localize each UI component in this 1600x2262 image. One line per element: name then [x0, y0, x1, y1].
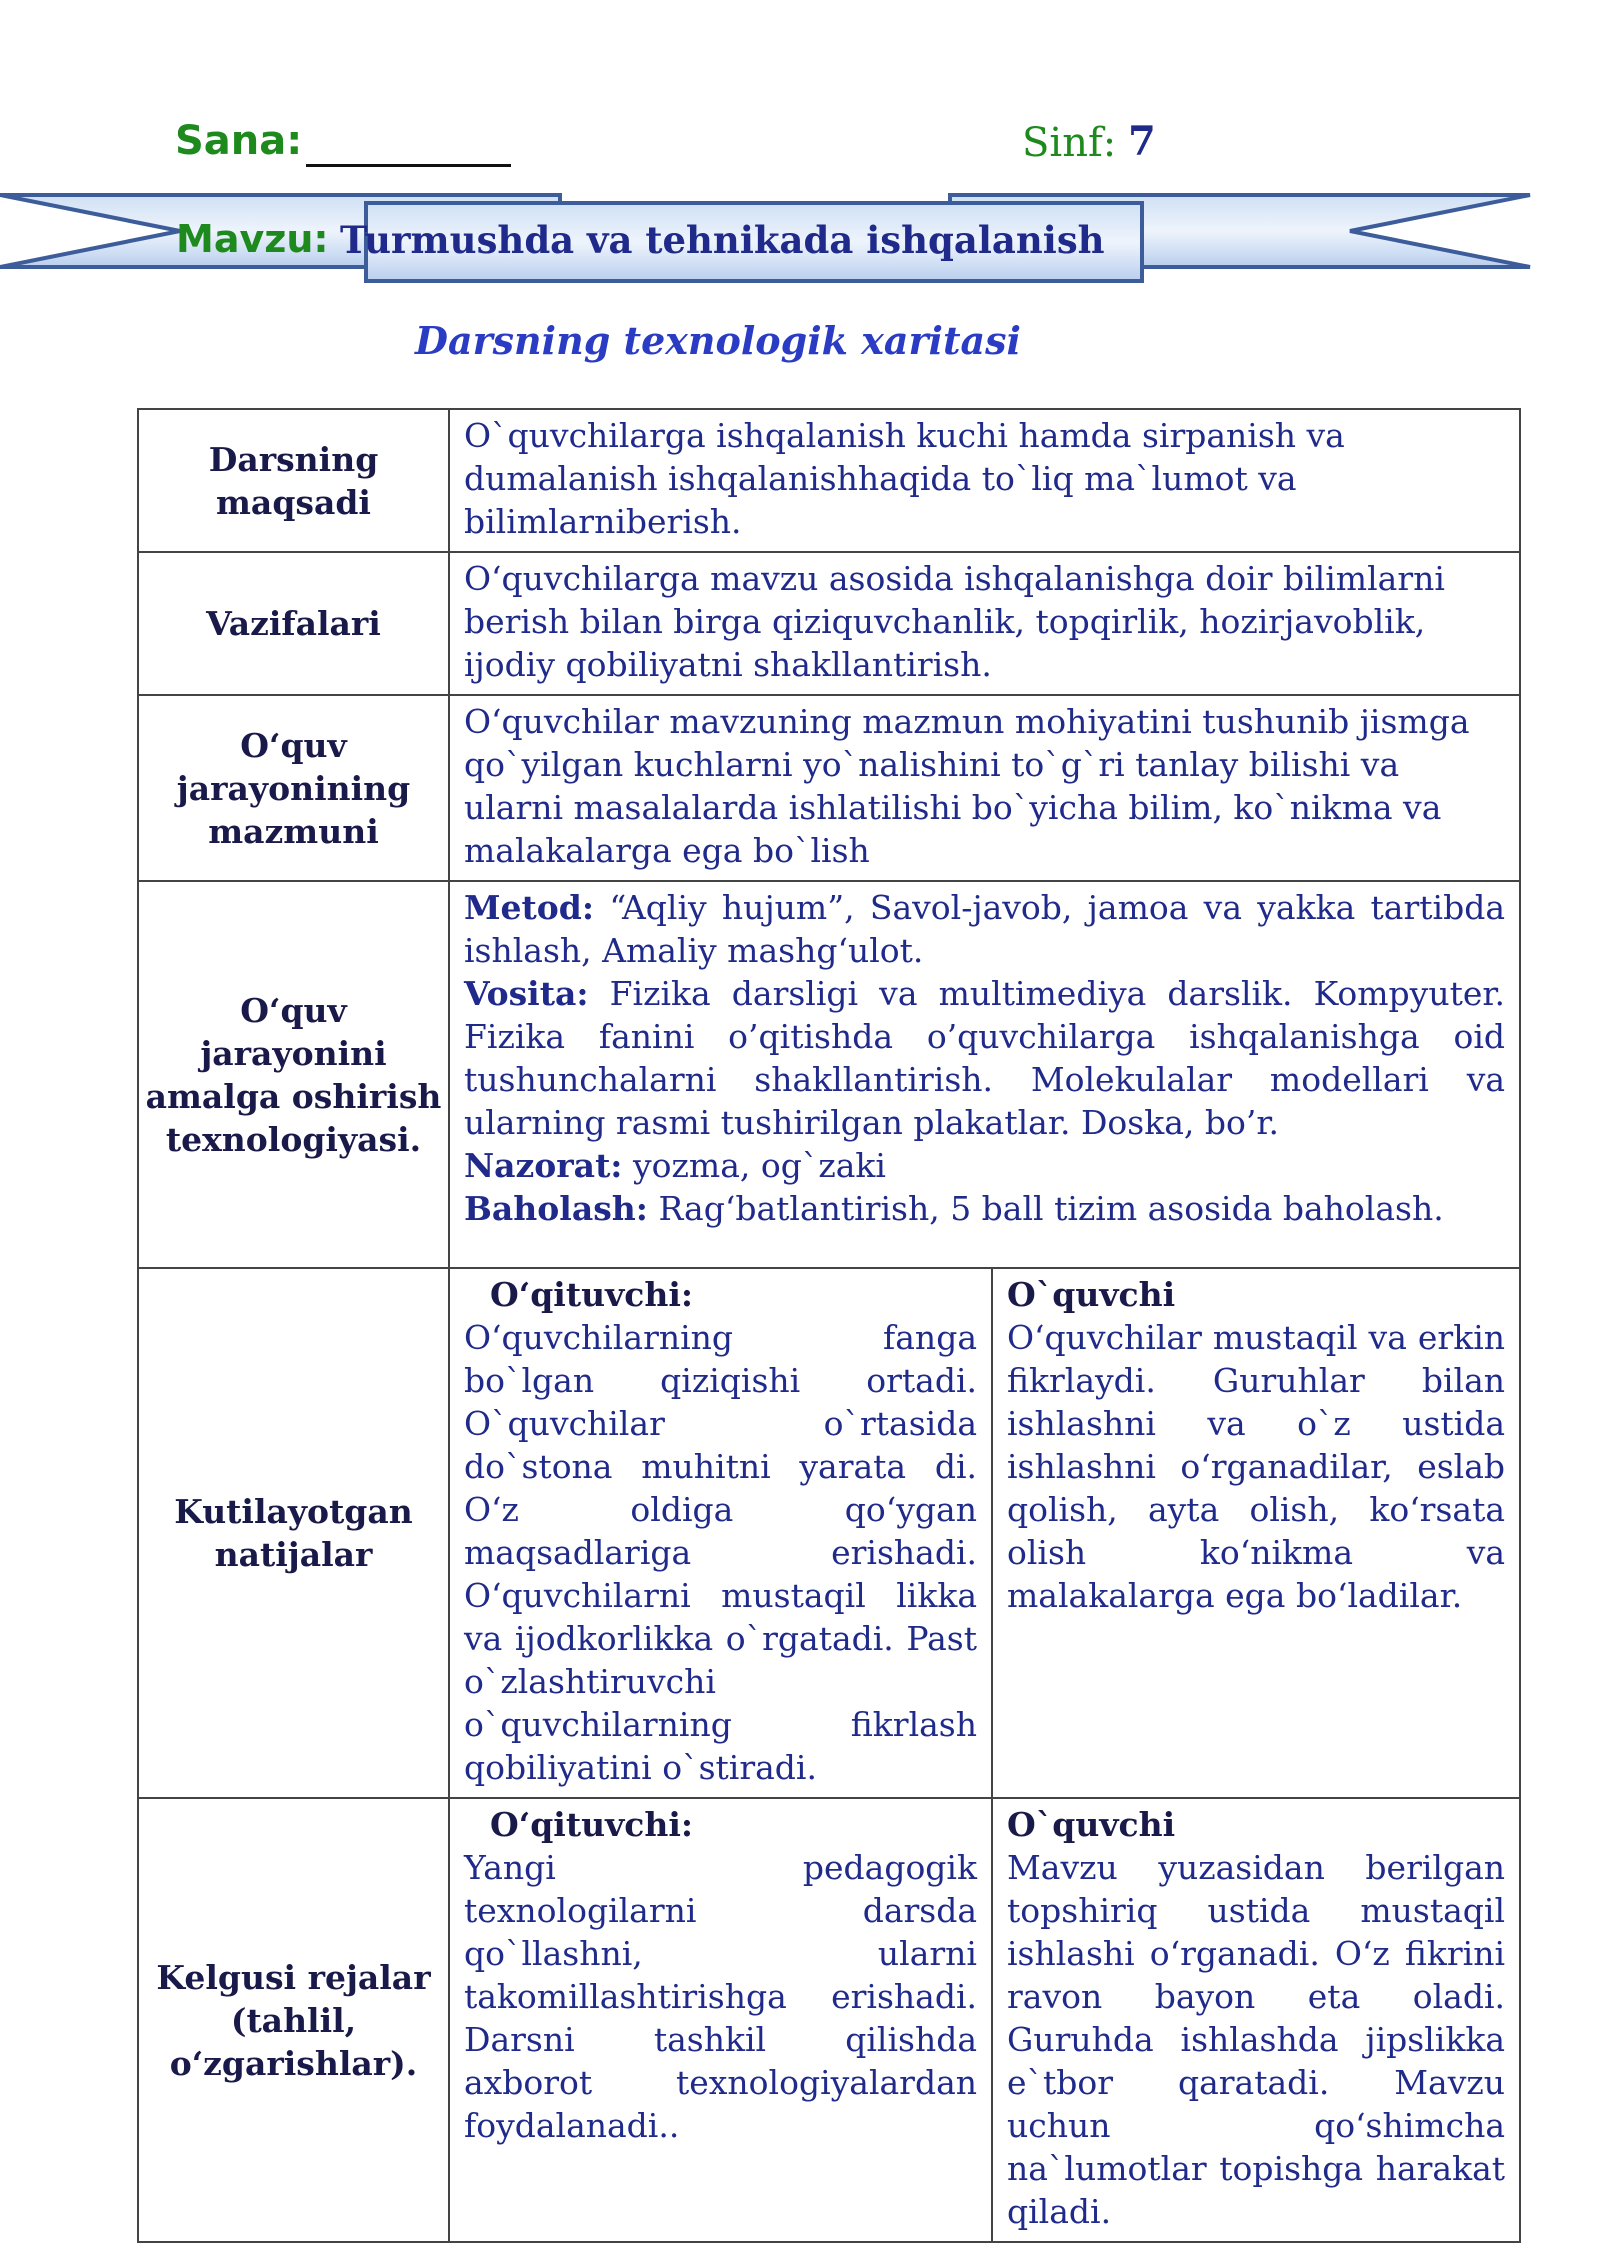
row-label-tasks: Vazifalari: [138, 552, 449, 695]
tasks-text: O‘quvchilarga mavzu asosida ishqalanishga doir bilimlarni berish bilan birga qiziquvchanlik, topqirlik, hozirjavoblik, ijodiy qobiliyatni shakllantirish.: [449, 552, 1520, 695]
row-label-future-plans: Kelgusi rejalar (tahlil, o‘zgarishlar).: [138, 1798, 449, 2242]
content-text: O‘quvchilar mavzuning mazmun mohiyatini tushunib jismga qo`yilgan kuchlarni yo`nalishini to`g`ri tanlay bilishi va ularni masalalarda ishlatilishi bo`yicha bilim, ko`nikma va malakalarga ega bo`lish: [449, 695, 1520, 881]
technology-text: [449, 881, 1520, 1268]
method-text: “Aqliy hujum”, Savol-javob, jamoa va yakka tartibda ishlash, Amaliy mashg‘ulot.: [464, 888, 1505, 970]
tools-line: [464, 972, 1505, 1144]
row-label-content: O‘quv jarayonining mazmuni: [138, 695, 449, 881]
future-plans-teacher: [449, 1798, 992, 2242]
table-row: [138, 881, 1520, 1268]
teacher-plans-text: Yangi pedagogik texnologilarni darsda qo`llashni, ularni takomillashtirishga erishadi. Darsni tashkil qilishda axborot texnologiyalardan foydalanadi..: [464, 1848, 977, 2145]
expected-results-teacher: [449, 1268, 992, 1798]
tools-label: Vosita:: [464, 974, 589, 1013]
teacher-heading: O‘qituvchi:: [490, 1275, 694, 1314]
class-label: Sinf:: [1022, 120, 1117, 166]
lesson-plan-table: [137, 408, 1521, 2243]
teacher-heading: O‘qituvchi:: [490, 1805, 694, 1844]
table-row: [138, 695, 1520, 881]
student-heading: O`quvchi: [1007, 1805, 1176, 1844]
date-blank-line: [306, 118, 511, 167]
method-label: Metod:: [464, 888, 595, 927]
control-text: yozma, og`zaki: [633, 1146, 886, 1185]
assessment-label: Baholash:: [464, 1189, 648, 1228]
table-row: [138, 552, 1520, 695]
table-row: [138, 1268, 1520, 1798]
date-label: Sana:: [175, 118, 303, 164]
expected-results-student: [992, 1268, 1520, 1798]
student-plans-text: Mavzu yuzasidan berilgan topshiriq ustida mustaqil ishlashi o‘rganadi. O‘z fikrini ravon bayon eta oladi. Guruhda ishlashda jipslikka e`tbor qaratadi. Mavzu uchun qo‘shimcha na`lumotlar topishga harakat qiladi.: [1007, 1848, 1506, 2231]
topic-label: Mavzu:: [176, 217, 329, 261]
table-row: [138, 1798, 1520, 2242]
class-value: 7: [1128, 118, 1156, 165]
topic-title: Turmushda va tehnikada ishqalanish: [340, 218, 1105, 262]
control-line: [464, 1144, 1505, 1187]
row-label-expected-results: Kutilayotgan natijalar: [138, 1268, 449, 1798]
assessment-text: Rag‘batlantirish, 5 ball tizim asosida baholash.: [658, 1189, 1444, 1228]
table-row: [138, 409, 1520, 552]
goal-text: O`quvchilarga ishqalanish kuchi hamda sirpanish va dumalanish ishqalanishhaqida to`liq ma`lumot va bilimlarniberish.: [449, 409, 1520, 552]
method-line: [464, 886, 1505, 972]
row-label-goal: Darsning maqsadi: [138, 409, 449, 552]
student-heading: O`quvchi: [1007, 1275, 1176, 1314]
future-plans-student: [992, 1798, 1520, 2242]
tools-text: Fizika darsligi va multimediya darslik. Kompyuter. Fizika fanini o’qitishda o’quvchilarga ishqalanishga oid tushunchalarni shakllantirish. Molekulalar modellari va ularning rasmi tushirilgan plakatlar. Doska, bo’r.: [464, 974, 1506, 1142]
row-label-technology: O‘quv jarayonini amalga oshirish texnologiyasi.: [138, 881, 449, 1268]
control-label: Nazorat:: [464, 1146, 623, 1185]
document-subtitle: Darsning texnologik xaritasi: [415, 318, 1021, 363]
teacher-results-text: O‘quvchilarning fanga bo`lgan qiziqishi ortadi. O`quvchilar o`rtasida do`stona muhitni yarata di. O‘z oldiga qo‘ygan maqsadlariga erishadi. O‘quvchilarni mustaqil likka va ijodkorlikka o`rgatadi. Past o`zlashtiruvchi o`quvchilarning fikrlash qobiliyatini o`stiradi.: [464, 1318, 977, 1787]
assessment-line: [464, 1187, 1505, 1230]
student-results-text: O‘quvchilar mustaqil va erkin fikrlaydi. Guruhlar bilan ishlashni va o`z ustida ishlashni o‘rganadilar, eslab qolish, ayta olish, ko‘rsata olish ko‘nikma va malakalarga ega bo‘ladilar.: [1007, 1318, 1506, 1615]
